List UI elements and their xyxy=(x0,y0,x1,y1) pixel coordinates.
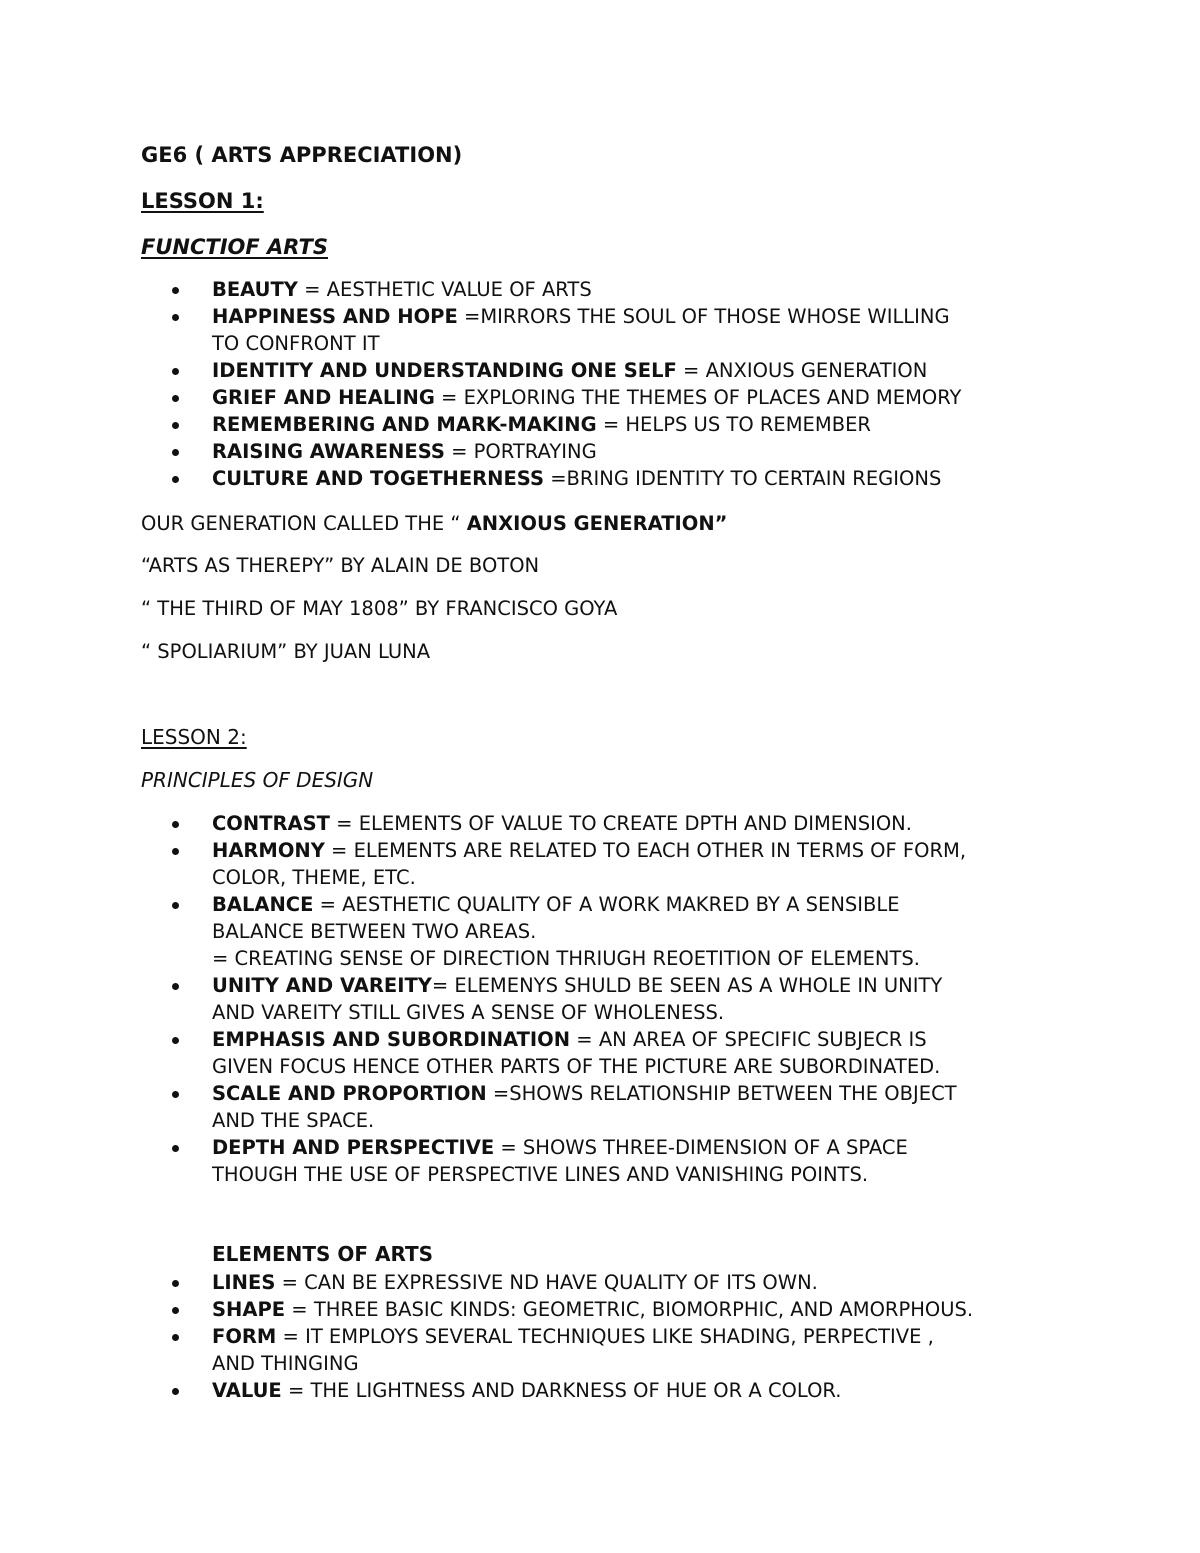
bullet-icon xyxy=(172,1145,179,1152)
list-item: IDENTITY AND UNDERSTANDING ONE SELF = ANXIOUS GENERATION xyxy=(172,357,1072,384)
list-item: CULTURE AND TOGETHERNESS =BRING IDENTITY TO CERTAIN REGIONS xyxy=(172,465,1072,492)
list-item: EMPHASIS AND SUBORDINATION = AN AREA OF SPECIFIC SUBJECR IS GIVEN FOCUS HENCE OTHER PARTS OF THE PICTURE ARE SUBORDINATED. xyxy=(172,1026,1072,1080)
bullet-icon xyxy=(172,314,179,321)
artwork-line: “ SPOLIARIUM” BY JUAN LUNA xyxy=(141,640,431,663)
bullet-icon xyxy=(172,287,179,294)
list-item: FORM = IT EMPLOYS SEVERAL TECHNIQUES LIKE SHADING, PERPECTIVE , AND THINGING xyxy=(172,1323,1072,1377)
list-item: HAPPINESS AND HOPE =MIRRORS THE SOUL OF THOSE WHOSE WILLING TO CONFRONT IT xyxy=(172,303,1072,357)
bullet-icon xyxy=(172,848,179,855)
lesson-1-subtitle: FUNCTIOF ARTS xyxy=(141,235,328,259)
list-item: VALUE = THE LIGHTNESS AND DARKNESS OF HUE OR A COLOR. xyxy=(172,1377,1072,1404)
list-item: GRIEF AND HEALING = EXPLORING THE THEMES OF PLACES AND MEMORY xyxy=(172,384,1072,411)
bullet-icon xyxy=(172,1307,179,1314)
lesson-1-label: LESSON 1: xyxy=(141,189,264,213)
elements-of-arts-heading: ELEMENTS OF ARTS xyxy=(212,1242,434,1266)
list-item: BEAUTY = AESTHETIC VALUE OF ARTS xyxy=(172,276,1072,303)
list-item: SCALE AND PROPORTION =SHOWS RELATIONSHIP BETWEEN THE OBJECT AND THE SPACE. xyxy=(172,1080,1072,1134)
bullet-icon xyxy=(172,1091,179,1098)
list-item: CONTRAST = ELEMENTS OF VALUE TO CREATE DPTH AND DIMENSION. xyxy=(172,810,1072,837)
list-item: BALANCE = AESTHETIC QUALITY OF A WORK MAKRED BY A SENSIBLE BALANCE BETWEEN TWO AREAS. = CREATING SENSE OF DIRECTION THRIUGH REOETITION OF ELEMENTS. xyxy=(172,891,1072,972)
functions-of-arts-list xyxy=(172,276,1072,492)
list-item: UNITY AND VAREITY= ELEMENYS SHULD BE SEEN AS A WHOLE IN UNITY AND VAREITY STILL GIVES A SENSE OF WHOLENESS. xyxy=(172,972,1072,1026)
principles-of-design-list xyxy=(172,810,1072,1188)
bullet-icon xyxy=(172,449,179,456)
generation-line: OUR GENERATION CALLED THE “ ANXIOUS GENERATION” xyxy=(141,512,728,535)
bullet-icon xyxy=(172,476,179,483)
elements-of-arts-list xyxy=(172,1269,1072,1404)
list-item: DEPTH AND PERSPECTIVE = SHOWS THREE-DIMENSION OF A SPACE THOUGH THE USE OF PERSPECTIVE LINES AND VANISHING POINTS. xyxy=(172,1134,1072,1188)
bullet-icon xyxy=(172,1280,179,1287)
bullet-icon xyxy=(172,1334,179,1341)
bullet-icon xyxy=(172,395,179,402)
bullet-icon xyxy=(172,422,179,429)
list-item: SHAPE = THREE BASIC KINDS: GEOMETRIC, BIOMORPHIC, AND AMORPHOUS. xyxy=(172,1296,1072,1323)
bullet-icon xyxy=(172,821,179,828)
list-item: LINES = CAN BE EXPRESSIVE ND HAVE QUALITY OF ITS OWN. xyxy=(172,1269,1072,1296)
list-item: HARMONY = ELEMENTS ARE RELATED TO EACH OTHER IN TERMS OF FORM, COLOR, THEME, ETC. xyxy=(172,837,1072,891)
lesson-2-subtitle: PRINCIPLES OF DESIGN xyxy=(141,768,374,792)
artwork-line: “ THE THIRD OF MAY 1808” BY FRANCISCO GOYA xyxy=(141,597,618,620)
list-item: REMEMBERING AND MARK-MAKING = HELPS US TO REMEMBER xyxy=(172,411,1072,438)
bullet-icon xyxy=(172,902,179,909)
bullet-icon xyxy=(172,1037,179,1044)
lesson-2-label: LESSON 2: xyxy=(141,725,247,749)
bullet-icon xyxy=(172,1388,179,1395)
list-item: RAISING AWARENESS = PORTRAYING xyxy=(172,438,1072,465)
artwork-line: “ARTS AS THEREPY” BY ALAIN DE BOTON xyxy=(141,554,540,577)
bullet-icon xyxy=(172,983,179,990)
document-title: GE6 ( ARTS APPRECIATION) xyxy=(141,143,463,167)
bullet-icon xyxy=(172,368,179,375)
